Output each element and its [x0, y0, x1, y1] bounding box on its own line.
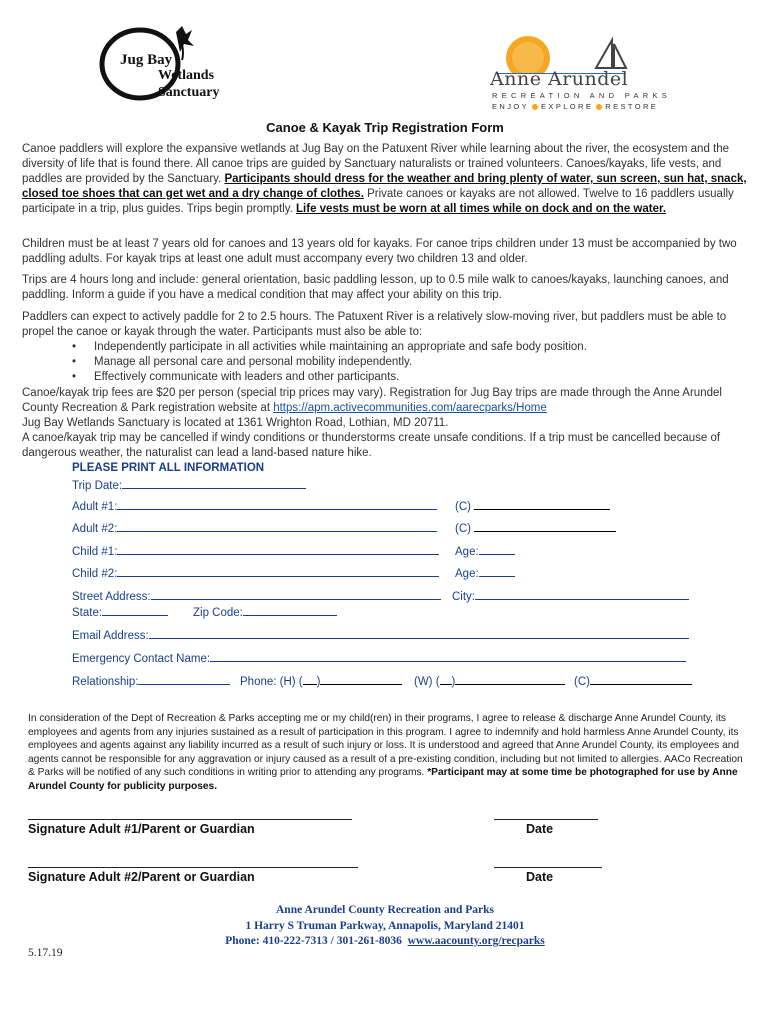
footer-contact — [0, 935, 770, 947]
adult1-field[interactable]: Adult #1: — [72, 498, 437, 513]
paddling-ability-paragraph: Paddlers can expect to actively paddle for 2 to 2.5 hours. The Patuxent River is a relatively slow-moving river, but paddlers must be able to propel the canoe or kayak through the water. Participants must also be able to: — [22, 311, 727, 338]
trip-length-paragraph: Trips are 4 hours long and include: general orientation, basic paddling lesson, up to 0.5 mile walk to canoes/kayaks, launching canoes, and paddling. Inform a guide if you have a medical condition that may affect your ability on this trip. — [22, 274, 729, 301]
date-line-1[interactable] — [494, 818, 598, 820]
registration-link[interactable]: https://apm.activecommunities.com/aarecparks/Home — [273, 402, 547, 414]
age-requirements-paragraph: Children must be at least 7 years old for canoes and 13 years old for kayaks. For canoe trips children under 13 must be accompanied by two paddling adults. For kayak trips at least one adult must accompany every two children 13 and older. — [22, 238, 737, 265]
child2-field[interactable]: Child #2: — [72, 565, 439, 580]
signature-adult2-label: Signature Adult #2/Parent or Guardian — [28, 870, 255, 884]
date-label-1: Date — [526, 822, 554, 836]
form-title: Canoe & Kayak Trip Registration Form — [266, 120, 504, 135]
recreation-and-parks-text: RECREATION AND PARKS — [492, 91, 672, 100]
work-phone-field[interactable]: (W) ( ) — [414, 673, 565, 688]
form-version-date: 5.17.19 — [28, 947, 63, 959]
svg-text:Wetlands: Wetlands — [158, 68, 215, 83]
state-field[interactable]: State: — [72, 604, 168, 619]
date-label-2: Date — [526, 870, 554, 884]
relationship-field[interactable]: Relationship: — [72, 673, 230, 688]
email-address-field[interactable]: Email Address: — [72, 627, 689, 642]
fees-paragraph: Canoe/kayak trip fees are $20 per person (special trip prices may vary). Registration for Jug Bay trips are made through the Anne Arundel County Recreation & Park registration website at https://apm.activecommunities.com/aarecparks/Home Jug Bay Wetlands Sanctuary is located at 1361 Wrighton Road, Lothian, MD 20711. A canoe/kayak trip may be cancelled if windy conditions or thunderstorms create unsafe conditions. If a trip must be cancelled because of dangerous weather, the naturalist can lead a land-based nature hike. — [22, 387, 722, 459]
anne-arundel-wordmark: Anne Arundel — [490, 68, 629, 90]
date-line-2[interactable] — [494, 866, 602, 868]
anne-arundel-recreation-logo — [486, 34, 672, 111]
signature-adult1-label: Signature Adult #1/Parent or Guardian — [28, 822, 255, 836]
footer-phone: Phone: 410-222-7313 / 301-261-8036 — [225, 935, 402, 947]
footer-website-link[interactable]: www.aacounty.org/recparks — [407, 935, 545, 947]
print-all-heading: PLEASE PRINT ALL INFORMATION — [72, 462, 265, 474]
cell-phone-field[interactable]: (C) — [574, 673, 692, 688]
list-item: • Manage all personal care and personal mobility independently. — [94, 355, 750, 370]
svg-text:Sanctuary: Sanctuary — [158, 85, 220, 100]
signature-line-adult2[interactable] — [28, 866, 358, 868]
enjoy-explore-restore-tagline: ENJOY EXPLORE RESTORE — [492, 102, 659, 111]
intro-paragraph: Canoe paddlers will explore the expansive wetlands at Jug Bay on the Patuxent River while learning about the river, the ecosystem and the diversity of life that is found there. All canoe trips are guided by Sanctuary naturalists or trained volunteers. Canoes/kayaks, life vests, and paddles are provided by the Sanctuary. Participants should dress for the weather and bring plenty of water, sun screen, sun hat, snack, closed toe shoes that can get wet and a dry change of clothes. Private canoes or kayaks are not allowed. Twelve to 16 paddlers usually participate in a trip, plus guides. Trips begin promptly. Life vests must be worn at all times while on dock and on the water. — [22, 143, 747, 215]
child2-age-field[interactable]: Age: — [455, 565, 515, 580]
signature-line-adult1[interactable] — [28, 818, 352, 820]
trip-date-field[interactable]: Trip Date: — [72, 477, 306, 492]
city-field[interactable]: City: — [452, 588, 689, 603]
adult1-cell-field[interactable]: (C) — [455, 498, 610, 513]
footer-org-name: Anne Arundel County Recreation and Parks — [276, 904, 494, 916]
footer-address: 1 Harry S Truman Parkway, Annapolis, Maryland 21401 — [245, 920, 525, 932]
adult2-field[interactable]: Adult #2: — [72, 520, 437, 535]
street-address-field[interactable]: Street Address: — [72, 588, 441, 603]
home-phone-field[interactable]: Phone: (H) ( ) — [240, 673, 402, 688]
svg-text:Jug Bay: Jug Bay — [120, 52, 173, 68]
emergency-contact-field[interactable]: Emergency Contact Name: — [72, 650, 686, 665]
child1-field[interactable]: Child #1: — [72, 543, 439, 558]
jug-bay-wetlands-logo — [98, 24, 248, 104]
list-item: • Effectively communicate with leaders and other participants. — [94, 370, 750, 385]
adult2-cell-field[interactable]: (C) — [455, 520, 616, 535]
jug-bay-logo-graphic — [98, 24, 248, 104]
zip-code-field[interactable]: Zip Code: — [193, 604, 337, 619]
list-item: • Independently participate in all activities while maintaining an appropriate and safe body position. — [94, 340, 750, 355]
ability-list — [22, 340, 750, 385]
liability-waiver-text: In consideration of the Dept of Recreation & Parks accepting me or my child(ren) in their programs, I agree to release & discharge Anne Arundel County, its employees and agents from any injuries sustained as a result of participation in this program. I agree to indemnify and hold harmless Anne Arundel County, its employees and agents against any liability incurred as a result of such injury or loss. It is understood and agreed that Anne Arundel County, its employees and agents cannot be responsible for any aggravation or injury caused as a result of a pre-existing condition, including but not limited to allergies. AACo Recreation & Parks will be notified of any such conditions in writing prior to attending any programs. *Participant may at some time be photographed for use by Anne Arundel County for publicity purposes. — [28, 713, 743, 792]
child1-age-field[interactable]: Age: — [455, 543, 515, 558]
